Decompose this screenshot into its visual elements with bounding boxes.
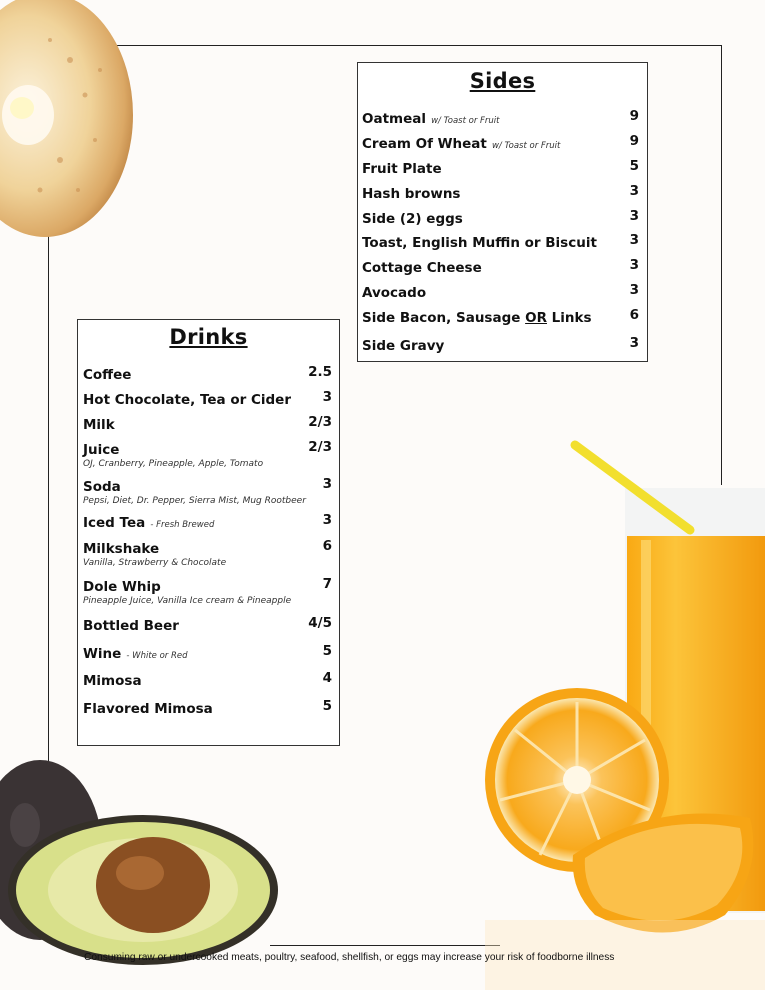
sides-item-price: 3 bbox=[629, 207, 639, 224]
sides-item-note: w/ Toast or Fruit bbox=[491, 140, 561, 151]
frame-right-line bbox=[721, 45, 722, 485]
sides-item-price: 3 bbox=[629, 282, 639, 299]
drinks-item-price: 5 bbox=[322, 642, 332, 659]
frame-bottom-line bbox=[270, 945, 500, 946]
drinks-item-price: 3 bbox=[322, 512, 332, 528]
drinks-item-line bbox=[83, 698, 332, 717]
sides-item-price: 3 bbox=[629, 232, 639, 249]
drinks-item-line bbox=[83, 476, 332, 495]
frame-top-line bbox=[100, 45, 722, 46]
drinks-item-row bbox=[83, 414, 332, 440]
drinks-item-price: 2/3 bbox=[308, 439, 332, 455]
sides-item-name: Cottage Cheese bbox=[362, 260, 482, 277]
drinks-item-name: Wine bbox=[83, 645, 122, 662]
drinks-item-price: 6 bbox=[322, 537, 332, 554]
sides-item-name: Oatmeal bbox=[362, 111, 426, 127]
drinks-item-price: 4 bbox=[322, 670, 332, 686]
drinks-item-description: OJ, Cranberry, Pineapple, Apple, Tomato bbox=[83, 459, 264, 469]
sides-item-name: Side (2) eggs bbox=[362, 210, 463, 227]
drinks-item-name: Bottled Beer bbox=[83, 618, 179, 634]
drinks-item-price: 2/3 bbox=[308, 413, 332, 430]
drinks-item-line bbox=[83, 538, 332, 557]
drinks-item-line bbox=[83, 439, 332, 458]
english-muffin-image bbox=[0, 0, 135, 240]
sides-item-price: 3 bbox=[629, 182, 639, 199]
sides-item-row bbox=[362, 208, 639, 233]
sides-item-name bbox=[362, 310, 592, 326]
food-safety-disclaimer: Consuming raw or undercooked meats, poultry, seafood, shellfish, or eggs may increase your risk of foodborne illness bbox=[84, 952, 615, 963]
sides-item-name: Fruit Plate bbox=[362, 160, 442, 177]
sides-item-row bbox=[362, 232, 639, 257]
drinks-item-line bbox=[83, 389, 332, 408]
drinks-item-row bbox=[83, 364, 332, 389]
orange-juice-image bbox=[485, 440, 765, 990]
drinks-item-name: Milk bbox=[83, 416, 115, 433]
drinks-item-row bbox=[83, 576, 332, 615]
drinks-item-price: 7 bbox=[322, 576, 332, 592]
drinks-item-description: Pineapple Juice, Vanilla Ice cream & Pineapple bbox=[83, 596, 292, 606]
drinks-item-name: Milkshake bbox=[83, 540, 160, 557]
sides-item-name: Hash browns bbox=[362, 185, 461, 202]
drinks-item-row bbox=[83, 476, 332, 513]
sides-item-price: 9 bbox=[629, 108, 639, 124]
sides-item-row bbox=[362, 307, 639, 335]
drinks-item-name: Juice bbox=[83, 442, 120, 458]
drinks-item-price: 5 bbox=[322, 697, 332, 714]
sides-list bbox=[362, 108, 639, 355]
drinks-item-row bbox=[83, 512, 332, 538]
sides-item-row bbox=[362, 133, 639, 158]
sides-item-name: Avocado bbox=[362, 285, 427, 302]
sides-item-name: Side Gravy bbox=[362, 337, 445, 354]
drinks-item-name: Flavored Mimosa bbox=[83, 700, 213, 717]
drinks-item-price: 3 bbox=[322, 475, 332, 492]
drinks-item-row bbox=[83, 670, 332, 698]
drinks-item-row bbox=[83, 698, 332, 718]
drinks-item-line bbox=[83, 670, 332, 689]
drinks-item-name: Mimosa bbox=[83, 673, 142, 689]
drinks-title: Drinks bbox=[169, 325, 248, 349]
sides-item-name-part: Links bbox=[546, 310, 592, 327]
sides-title: Sides bbox=[469, 69, 536, 93]
sides-item-price: 5 bbox=[629, 157, 639, 174]
sides-item-name: Cream Of Wheat bbox=[362, 135, 487, 152]
drinks-item-row bbox=[83, 439, 332, 476]
sides-menu-box bbox=[357, 62, 648, 362]
sides-item-name-emphasis: OR bbox=[525, 310, 547, 327]
sides-item-name: Toast, English Muffin or Biscuit bbox=[362, 235, 597, 252]
drinks-menu-box bbox=[77, 319, 340, 746]
drinks-item-name: Coffee bbox=[83, 367, 132, 383]
sides-item-row bbox=[362, 282, 639, 307]
drinks-item-price: 4/5 bbox=[308, 615, 332, 631]
drinks-item-line bbox=[83, 414, 332, 433]
drinks-item-name: Hot Chocolate, Tea or Cider bbox=[83, 392, 291, 408]
drinks-item-line bbox=[83, 364, 332, 383]
drinks-item-price: 3 bbox=[322, 389, 332, 405]
sides-item-row bbox=[362, 158, 639, 183]
sides-item-price: 3 bbox=[629, 257, 639, 274]
drinks-item-row bbox=[83, 643, 332, 671]
drinks-item-line bbox=[83, 512, 332, 531]
drinks-item-line bbox=[83, 643, 332, 662]
sides-item-note: w/ Toast or Fruit bbox=[431, 116, 500, 126]
sides-item-price: 3 bbox=[629, 334, 639, 351]
drinks-item-description: Vanilla, Strawberry & Chocolate bbox=[83, 557, 227, 568]
drinks-item-price: 2.5 bbox=[308, 364, 332, 380]
frame-left-line bbox=[48, 230, 49, 775]
sides-item-row bbox=[362, 335, 639, 355]
drinks-item-name: Soda bbox=[83, 478, 121, 495]
drinks-item-name: Iced Tea bbox=[83, 515, 146, 531]
drinks-item-name: Dole Whip bbox=[83, 579, 161, 595]
drinks-item-description: Pepsi, Diet, Dr. Pepper, Sierra Mist, Mug Rootbeer bbox=[83, 495, 306, 506]
sides-item-price: 9 bbox=[629, 132, 639, 149]
drinks-item-row bbox=[83, 538, 332, 577]
sides-item-row bbox=[362, 257, 639, 282]
sides-item-price: 6 bbox=[629, 307, 639, 324]
drinks-item-line bbox=[83, 615, 332, 634]
drinks-item-line bbox=[83, 576, 332, 595]
drinks-item-note: - White or Red bbox=[126, 650, 188, 661]
drinks-item-row bbox=[83, 615, 332, 643]
sides-item-row bbox=[362, 183, 639, 208]
drinks-list bbox=[83, 364, 332, 718]
drinks-item-row bbox=[83, 389, 332, 414]
sides-item-name-part: Side Bacon, Sausage bbox=[362, 310, 526, 327]
drinks-item-note: - Fresh Brewed bbox=[150, 520, 215, 530]
sides-item-row bbox=[362, 108, 639, 133]
